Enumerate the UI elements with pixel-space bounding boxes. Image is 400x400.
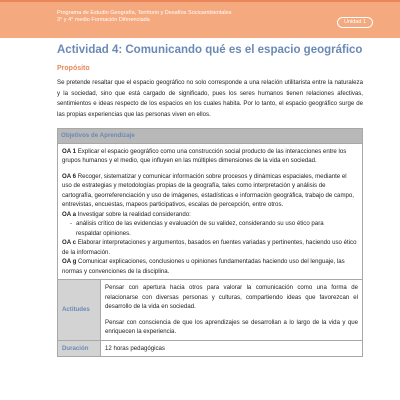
oa-code: OA 1: [62, 147, 76, 155]
duration-label: Duración: [58, 340, 101, 357]
oa-code: OA g: [62, 258, 77, 265]
header-top-line: [0, 0, 400, 2]
attitudes-row: [58, 280, 363, 341]
purpose-heading: Propósito: [57, 65, 90, 72]
oa-text: Elaborar interpretaciones y argumentos, basados en fuentes variadas y pertinentes, haciendo uso ético de la información.: [62, 239, 357, 256]
program-line-1: Programa de Estudio Geografía, Territorio y Desafíos Socioambientales: [57, 10, 232, 16]
objectives-body-row: [58, 143, 363, 280]
attitude-2: Pensar con consciencia de que los aprendizajes se desarrollan a lo largo de la vida y que enriquecen la experiencia.: [105, 318, 358, 335]
unit-badge: Unidad 1: [337, 17, 373, 28]
oa-code: OA 6: [62, 172, 76, 180]
oa-text: Recoger, sistematizar y comunicar información sobre procesos y dinámicas espaciales, mediante el uso de estrategias y metodologías propias de la geografía, tales como interpretación y análisis de cartografía, georreferenciación y uso de imágenes, estadísticas e información geográfica, trabajo de campo, entrevistas, encuestas, mapeos participativos, escalas de percepción, entre otros.: [62, 172, 354, 208]
oa-code: OA c: [62, 239, 76, 246]
attitudes-label: Actitudes: [58, 280, 101, 341]
duration-value: 12 horas pedagógicas: [101, 340, 363, 357]
attitudes-content: [101, 280, 363, 341]
oa-text: Explicar el espacio geográfico como una construcción social producto de las interacciones entre los grupos humanos y el medio, que influyen en las múltiples dimensiones de la vida en sociedad.: [62, 147, 347, 164]
purpose-text: Se pretende resaltar que el espacio geográfico no solo corresponde a una relación utilitarista entre la naturaleza y la sociedad, sino que está cargado de significado, pues los seres humanos tienen relaciones afectivas, sentimientos e ideas respecto de los espacios en los cuales habita. Por lo tanto, el espacio geográfico surge de las propias experiencias que las personas viven en ellos.: [57, 79, 363, 118]
oa-code: OA a: [62, 210, 76, 218]
objectives-header: Objetivos de Aprendizaje: [58, 129, 363, 144]
activity-title: Actividad 4: Comunicando qué es el espacio geográfico: [57, 44, 363, 56]
oa-a-bullet-cont-text: respaldar opiniones.: [76, 229, 131, 237]
oa-a: [62, 210, 358, 220]
program-line-2: 3° y 4° medio Formación Diferenciada: [57, 17, 150, 23]
program-title: [57, 10, 357, 24]
oa-text: Comunicar explicaciones, conclusiones u opiniones fundamentadas haciendo uso del lenguaje, las normas y convenciones de la disciplina.: [62, 258, 345, 275]
objectives-body: [58, 143, 363, 280]
oa-a-bullet-text: análisis crítico de las evidencias y evaluación de su validez, considerando su uso ético para: [76, 220, 324, 227]
objectives-table: [57, 128, 363, 357]
oa-text: Investigar sobre la realidad considerando:: [76, 210, 191, 218]
objectives-header-row: [58, 129, 363, 144]
oa-c: [62, 238, 358, 257]
oa-a-bullet: [62, 219, 358, 229]
bullet-dash-icon: -: [70, 220, 73, 227]
oa-g: [62, 257, 358, 276]
oa-a-bullet-continuation: [62, 229, 358, 239]
attitude-1: Pensar con apertura hacia otros para valorar la comunicación como una forma de relacionarse con diversas personas y culturas, compartiendo ideas que favorezcan el desarrollo de la vida en sociedad.: [105, 284, 358, 310]
oa-1: [62, 147, 358, 166]
oa-6: [62, 172, 358, 210]
duration-row: [58, 340, 363, 357]
